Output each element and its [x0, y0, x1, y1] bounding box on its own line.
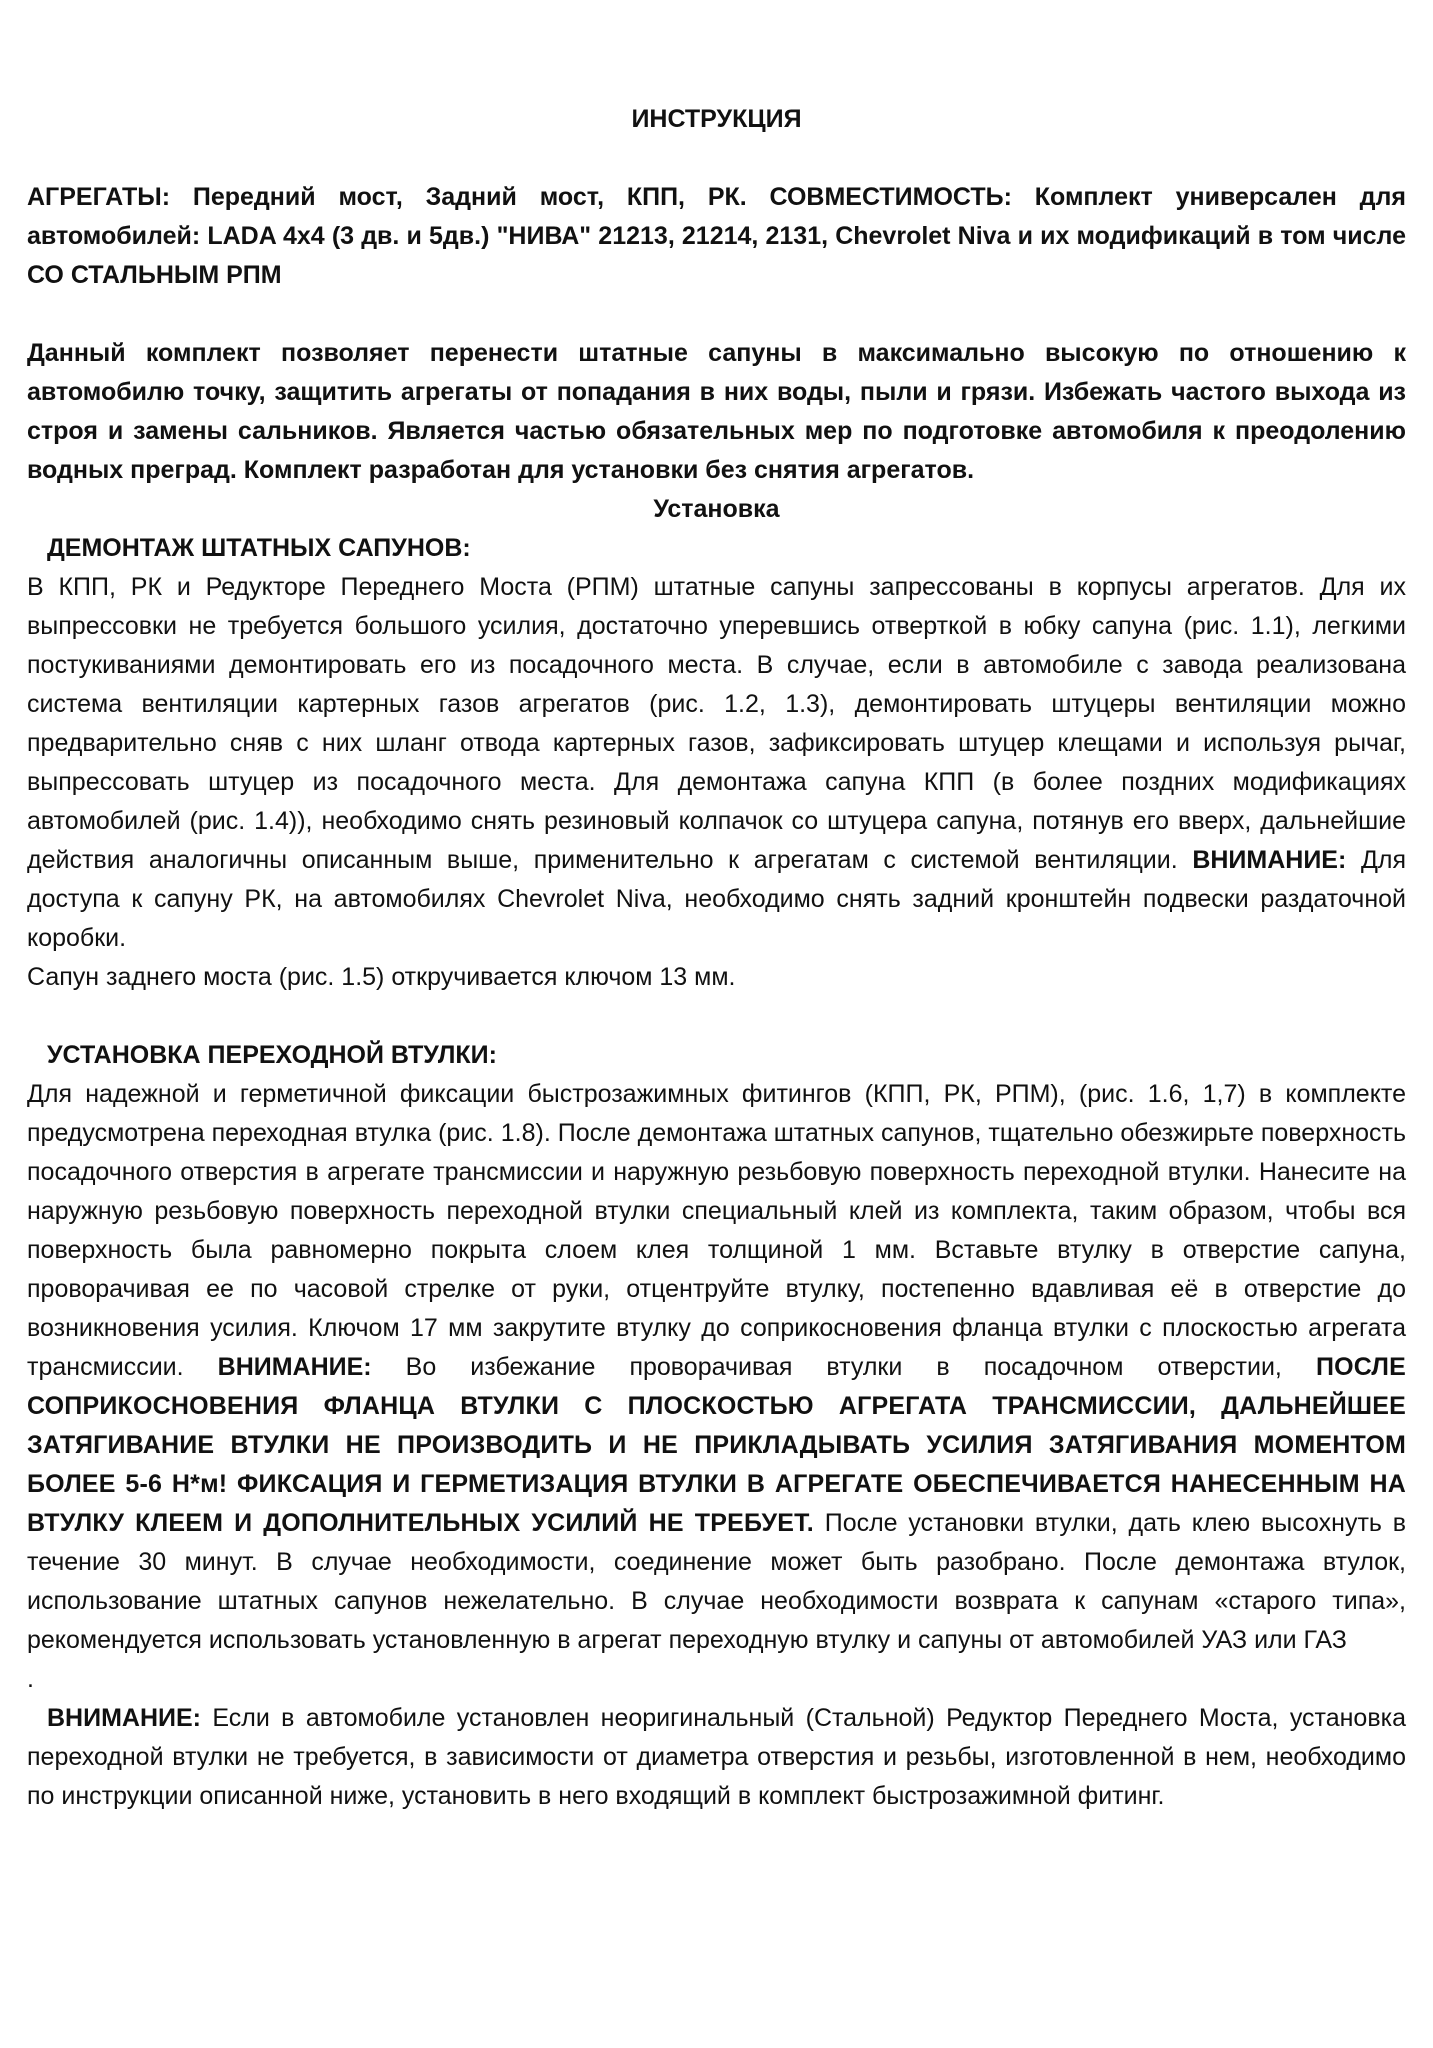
rear-axle-paragraph: Сапун заднего моста (рис. 1.5) откручивается ключом 13 мм.: [27, 963, 736, 991]
bushing-text-a: Для надежной и герметичной фиксации быстрозажимных фитингов (КПП, РК, РПМ), (рис. 1.6, 1,7) в комплекте предусмотрена переходная втулка (рис. 1.8). После демонтажа штатных сапунов, тщательно обезжирьте поверхность посадочного отверстия в агрегате трансмиссии и наружную резьбовую поверхность переходной втулки. Нанесите на наружную резьбовую поверхность переходной втулки специальный клей из комплекта, таким образом, чтобы вся поверхность была равномерно покрыта слоем клея толщиной 1 мм. Вставьте втулку в отверстие сапуна, проворачивая ее по часовой стрелке от руки, отцентруйте втулку, постепенно вдавливая её в отверстие до возникновения усилия. Ключом 17 мм закрутите втулку до соприкосновения фланца втулки с плоскостью агрегата трансмиссии.: [27, 1080, 1406, 1381]
spacer: [27, 997, 1406, 1036]
intro-paragraph: Данный комплект позволяет перенести штатные сапуны в максимально высокую по отношению к автомобилю точку, защитить агрегаты от попадания в них воды, пыли и грязи. Избежать частого выхода из строя и замены сальников. Является частью обязательных мер по подготовке автомобиля к преодолению водных преград. Комплект разработан для установки без снятия агрегатов.: [27, 339, 1406, 484]
dismantle-heading: ДЕМОНТАЖ ШТАТНЫХ САПУНОВ:: [47, 534, 471, 562]
dismantle-paragraph: [27, 568, 1406, 958]
attention-label: ВНИМАНИЕ:: [1192, 846, 1347, 874]
dismantle-text-a: В КПП, РК и Редукторе Переднего Моста (РПМ) штатные сапуны запрессованы в корпусы агрегатов. Для их выпрессовки не требуется большого усилия, достаточно уперевшись отверткой в юбку сапуна (рис. 1.1), легкими постукиваниями демонтировать его из посадочного места. В случае, если в автомобиле с завода реализована система вентиляции картерных газов агрегатов (рис. 1.2, 1.3), демонтировать штуцеры вентиляции можно предварительно сняв с них шланг отвода картерных газов, зафиксировать штуцер клещами и используя рычаг, выпрессовать штуцер из посадочного места. Для демонтажа сапуна КПП (в более поздних модификациях автомобилей (рис. 1.4)), необходимо снять резиновый колпачок со штуцера сапуна, потянув его вверх, дальнейшие действия аналогичны описанным выше, применительно к агрегатам с системой вентиляции.: [27, 573, 1406, 874]
steel-gearbox-text: Если в автомобиле установлен неоригинальный (Стальной) Редуктор Переднего Моста, установка переходной втулки не требуется, в зависимости от диаметра отверстия и резьбы, изготовленной в нем, необходимо по инструкции описанной ниже, установить в него входящий в комплект быстрозажимной фитинг.: [27, 1704, 1406, 1810]
dismantle-text-b: Для доступа к сапуну РК, на автомобилях Chevrolet Niva, необходимо снять задний кронштейн подвески раздаточной коробки.: [27, 846, 1407, 952]
spacer: [27, 295, 1406, 334]
install-heading: Установка: [653, 495, 780, 523]
stray-dot: .: [27, 1665, 34, 1693]
bushing-text-c: После установки втулки, дать клею высохнуть в течение 30 минут. В случае необходимости, соединение может быть разобрано. После демонтажа втулок, использование штатных сапунов нежелательно. В случае необходимости возврата к сапунам «старого типа», рекомендуется использовать установленную в агрегат переходную втулку и сапуны от автомобилей УАЗ или ГАЗ: [27, 1509, 1406, 1654]
bushing-caps-warning: ПОСЛЕ СОПРИКОСНОВЕНИЯ ФЛАНЦА ВТУЛКИ С ПЛОСКОСТЬЮ АГРЕГАТА ТРАНСМИССИИ, ДАЛЬНЕЙШЕЕ ЗАТЯГИВАНИЕ ВТУЛКИ НЕ ПРОИЗВОДИТЬ И НЕ ПРИКЛАДЫВАТЬ УСИЛИЯ ЗАТЯГИВАНИЯ МОМЕНТОМ БОЛЕЕ 5-6 Н*м! ФИКСАЦИЯ И ГЕРМЕТИЗАЦИЯ ВТУЛКИ В АГРЕГАТЕ ОБЕСПЕЧИВАЕТСЯ НАНЕСЕННЫМ НА ВТУЛКУ КЛЕЕМ И ДОПОЛНИТЕЛЬНЫХ УСИЛИЙ НЕ ТРЕБУЕТ.: [27, 1353, 1406, 1537]
bushing-text-b: Во избежание проворачивая втулки в посадочном отверстии,: [405, 1353, 1282, 1381]
bushing-paragraph: [27, 1075, 1406, 1660]
attention-label: ВНИМАНИЕ:: [217, 1353, 372, 1381]
steel-gearbox-paragraph: [27, 1699, 1406, 1816]
bushing-heading: УСТАНОВКА ПЕРЕХОДНОЙ ВТУЛКИ:: [47, 1041, 497, 1069]
document-title: ИНСТРУКЦИЯ: [631, 105, 802, 133]
aggregates-paragraph: АГРЕГАТЫ: Передний мост, Задний мост, КПП, РК. СОВМЕСТИМОСТЬ: Комплект универсален для автомобилей: LADA 4x4 (3 дв. и 5дв.) "НИВА" 21213, 21214, 2131, Chevrolet Niva и их модификаций в том числе СО СТАЛЬНЫМ РПМ: [27, 183, 1406, 289]
attention-label: ВНИМАНИЕ:: [47, 1704, 201, 1732]
